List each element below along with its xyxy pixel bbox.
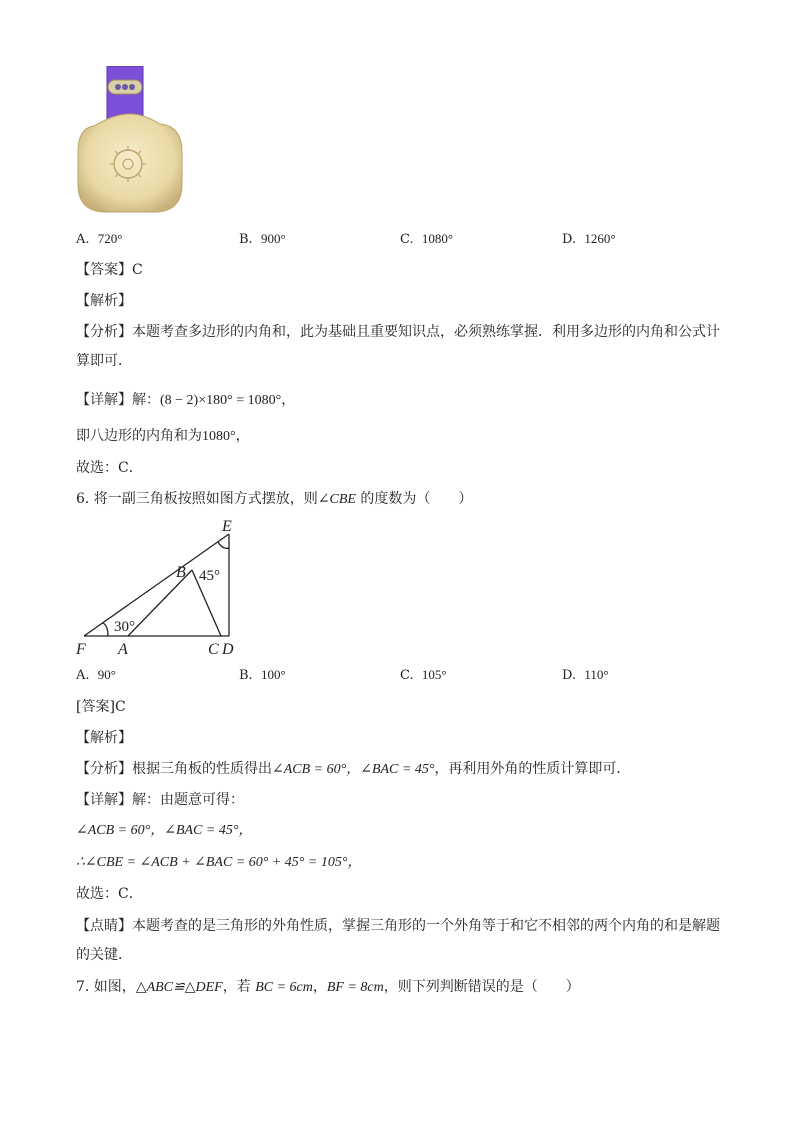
q6-stem: 6. 将一副三角板按照如图方式摆放，则∠CBE 的度数为（ ）: [76, 491, 473, 507]
q6-option-d: D. 110°: [562, 667, 609, 683]
q5-fenxi: 【分析】本题考查多边形的内角和，此为基础且重要知识点，必须熟练掌握．利用多边形的内角和公式计算即可．: [76, 324, 720, 369]
angle-arc-45: [218, 542, 229, 548]
label-A: A: [118, 641, 128, 658]
q6-option-c: C. 105°: [400, 667, 447, 683]
q7-stem: 7. 如图，△ABC≌△DEF，若 BC = 6cm，BF = 8cm，则下列判断错误的是（ ）: [76, 979, 580, 995]
medal-illustration: [74, 66, 186, 216]
line-FE: [84, 534, 229, 636]
q5-option-b: B. 900°: [239, 231, 286, 247]
q6-option-a: A. 90°: [76, 667, 116, 683]
q6-dianjing: 【点睛】本题考查的是三角形的外角性质，掌握三角形的一个外角等于和它不相邻的两个内角的和是解题的关键．: [76, 918, 720, 963]
angle-arc-30: [103, 623, 108, 636]
q6-fenxi: 【分析】根据三角板的性质得出∠ACB = 60°，∠BAC = 45°，再利用外角的性质计算即可．: [76, 761, 631, 777]
label-E: E: [222, 518, 232, 535]
q5-option-d: D. 1260°: [562, 231, 616, 247]
q5-answer: 【答案】C: [76, 262, 143, 278]
label-F: F: [76, 641, 86, 658]
q6-analysis-tag: 【解析】: [76, 730, 132, 746]
q6-detail: 【详解】解：由题意可得：: [76, 792, 244, 808]
q6-answer: [答案]C: [76, 699, 126, 715]
angle-30-label: 30°: [114, 619, 135, 635]
q6-eq2: ∴∠CBE = ∠ACB + ∠BAC = 60° + 45° = 105°，: [76, 855, 362, 870]
q6-choose: 故选：C．: [76, 886, 143, 902]
q5-choose: 故选：C．: [76, 460, 143, 476]
label-B: B: [176, 564, 186, 581]
angle-45-label: 45°: [199, 568, 220, 584]
q5-analysis-tag: 【解析】: [76, 293, 132, 309]
q5-option-c: C. 1080°: [400, 231, 454, 247]
medal-disc: [78, 114, 182, 212]
q6-option-b: B. 100°: [239, 667, 286, 683]
q5-detail-line2: 即八边形的内角和为1080°，: [76, 428, 250, 444]
q6-triangle-figure: [72, 514, 242, 660]
q5-option-a: A. 720°: [76, 231, 123, 247]
q5-detail: 【详解】解：(8 − 2)×180° = 1080°，: [76, 392, 296, 408]
label-C: C: [208, 641, 219, 658]
label-D: D: [222, 641, 234, 658]
q6-eq1: ∠ACB = 60°，∠BAC = 45°，: [76, 823, 253, 838]
